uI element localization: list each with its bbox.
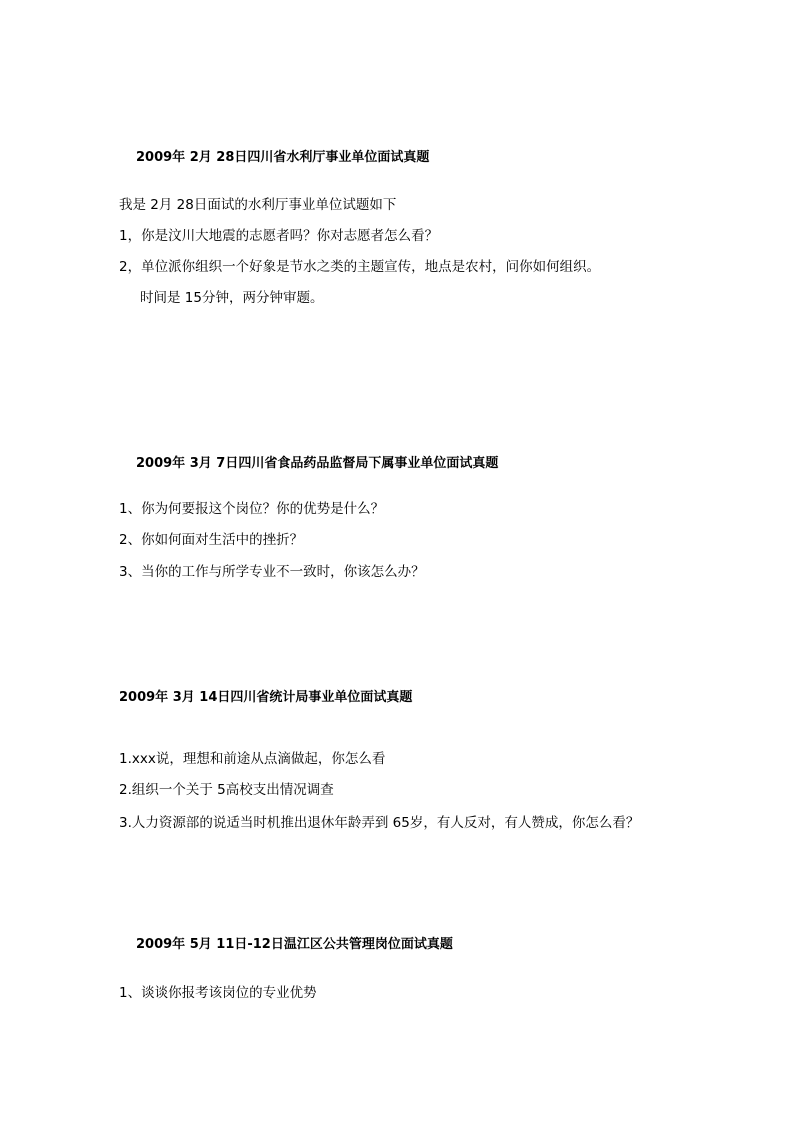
section-2-line-3: 3、当你的工作与所学专业不一致时，你该怎么办？ xyxy=(119,564,425,580)
section-3-line-2: 2.组织一个关于 5高校支出情况调查 xyxy=(119,782,334,798)
section-1-line-3: 2，单位派你组织一个好象是节水之类的主题宣传，地点是农村，问你如何组织。 xyxy=(119,259,601,275)
section-1-line-4: 时间是 15分钟，两分钟审题。 xyxy=(140,290,324,306)
section-title-1: 2009年 2月 28日四川省水利厅事业单位面试真题 xyxy=(136,150,430,165)
section-1-line-2: 1，你是汶川大地震的志愿者吗？你对志愿者怎么看？ xyxy=(119,228,439,244)
section-3-line-1: 1.xxx说，理想和前途从点滴做起，你怎么看 xyxy=(119,751,386,767)
section-3-line-3: 3.人力资源部的说适当时机推出退休年龄弄到 65岁，有人反对，有人赞成，你怎么看？ xyxy=(119,815,640,831)
section-title-2: 2009年 3月 7日四川省食品药品监督局下属事业单位面试真题 xyxy=(136,456,499,471)
section-title-4: 2009年 5月 11日-12日温江区公共管理岗位面试真题 xyxy=(136,937,453,952)
section-2-line-2: 2、你如何面对生活中的挫折？ xyxy=(119,532,304,548)
section-title-3: 2009年 3月 14日四川省统计局事业单位面试真题 xyxy=(119,690,413,705)
section-1-line-1: 我是 2月 28日面试的水利厅事业单位试题如下 xyxy=(119,197,397,213)
section-2-line-1: 1、你为何要报这个岗位？你的优势是什么？ xyxy=(119,501,385,517)
section-4-line-1: 1、谈谈你报考该岗位的专业优势 xyxy=(119,985,317,1001)
